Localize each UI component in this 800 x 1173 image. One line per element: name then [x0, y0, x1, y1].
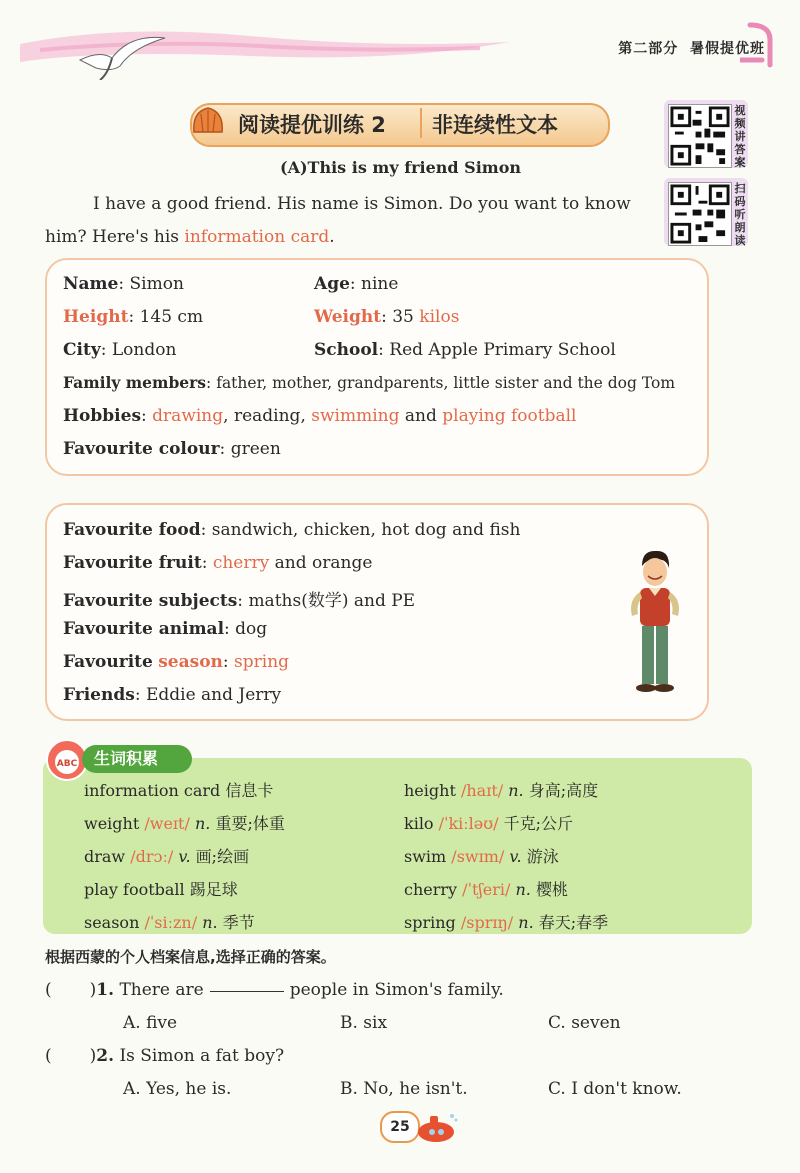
page-number: 25 [380, 1111, 420, 1143]
card-weight-row: Weight: 35 kilos [314, 307, 460, 327]
submarine-icon [412, 1110, 458, 1146]
vocab-item: season /ˈsiːzn/ n. 季节 [84, 913, 255, 932]
card-height-row: Height: 145 cm [63, 307, 204, 327]
highlight-word: information card [184, 227, 330, 247]
option-a[interactable]: A. five [123, 1013, 178, 1033]
qr-code-icon[interactable] [668, 182, 732, 246]
vocab-item: draw /drɔː/ v. 画;绘画 [84, 847, 250, 866]
exercise-instruction: 根据西蒙的个人档案信息,选择正确的答案。 [45, 948, 336, 966]
card-city-row: City: London [63, 340, 177, 360]
header-brush-decoration [0, 14, 520, 80]
option-b[interactable]: B. six [340, 1013, 388, 1033]
qr-code-icon[interactable] [668, 104, 732, 168]
vocab-item: height /haɪt/ n. 身高;高度 [404, 781, 599, 800]
shell-icon [190, 102, 226, 142]
passage-title: (A)This is my friend Simon [280, 158, 522, 177]
card-colour-row: Favourite colour: green [63, 439, 281, 459]
vocab-badge-text: ABC [56, 759, 78, 769]
vocab-item: spring /sprɪŋ/ n. 春天;春季 [404, 913, 609, 932]
vocab-item: information card 信息卡 [84, 781, 274, 800]
fill-blank[interactable] [210, 990, 284, 992]
page-title: 阅读提优训练 2 [238, 113, 386, 137]
vocab-heading: 生词积累 [82, 745, 192, 773]
card-friends-row: Friends: Eddie and Jerry [63, 685, 282, 705]
passage-intro: I have a good friend. His name is Simon. Do you want to know him? Here's his information card. [45, 194, 631, 247]
title-divider [420, 108, 422, 138]
vocab-item: play football 踢足球 [84, 880, 238, 899]
card-subjects-row: Favourite subjects: maths(数学) and PE [63, 591, 416, 611]
boy-illustration [620, 548, 690, 694]
qr-label-1: 视频讲答案 [734, 104, 746, 169]
card-animal-row: Favourite animal: dog [63, 619, 268, 639]
card-food-row: Favourite food: sandwich, chicken, hot dog and fish [63, 520, 521, 540]
option-a[interactable]: A. Yes, he is. [123, 1079, 232, 1099]
header-section-label: 第二部分 暑假提优班 [618, 41, 765, 57]
vocab-item: cherry /ˈtʃeri/ n. 樱桃 [404, 880, 568, 899]
vocab-item: swim /swɪm/ v. 游泳 [404, 847, 559, 866]
question-1: ( )1. There are people in Simon's family. [45, 980, 504, 1000]
option-c[interactable]: C. I don't know. [548, 1079, 682, 1099]
question-2: ( )2. Is Simon a fat boy? [45, 1046, 285, 1066]
card-hobbies-row: Hobbies: drawing, reading, swimming and playing football [63, 406, 577, 426]
card-age-row: Age: nine [314, 274, 399, 294]
card-fruit-row: Favourite fruit: cherry and orange [63, 553, 373, 573]
option-b[interactable]: B. No, he isn't. [340, 1079, 468, 1099]
card-school-row: School: Red Apple Primary School [314, 340, 616, 360]
page-subtitle: 非连续性文本 [432, 113, 558, 137]
qr-label-2: 扫码听朗读 [734, 182, 746, 247]
card-name-row: Name: Simon [63, 274, 184, 294]
vocab-item: weight /weɪt/ n. 重要;体重 [84, 814, 285, 833]
option-c[interactable]: C. seven [548, 1013, 621, 1033]
vocab-item: kilo /ˈkiːləʊ/ 千克;公斤 [404, 814, 574, 833]
card-season-row: Favourite season: spring [63, 652, 290, 672]
card-family-row: Family members: father, mother, grandparents, little sister and the dog Tom [63, 373, 676, 392]
